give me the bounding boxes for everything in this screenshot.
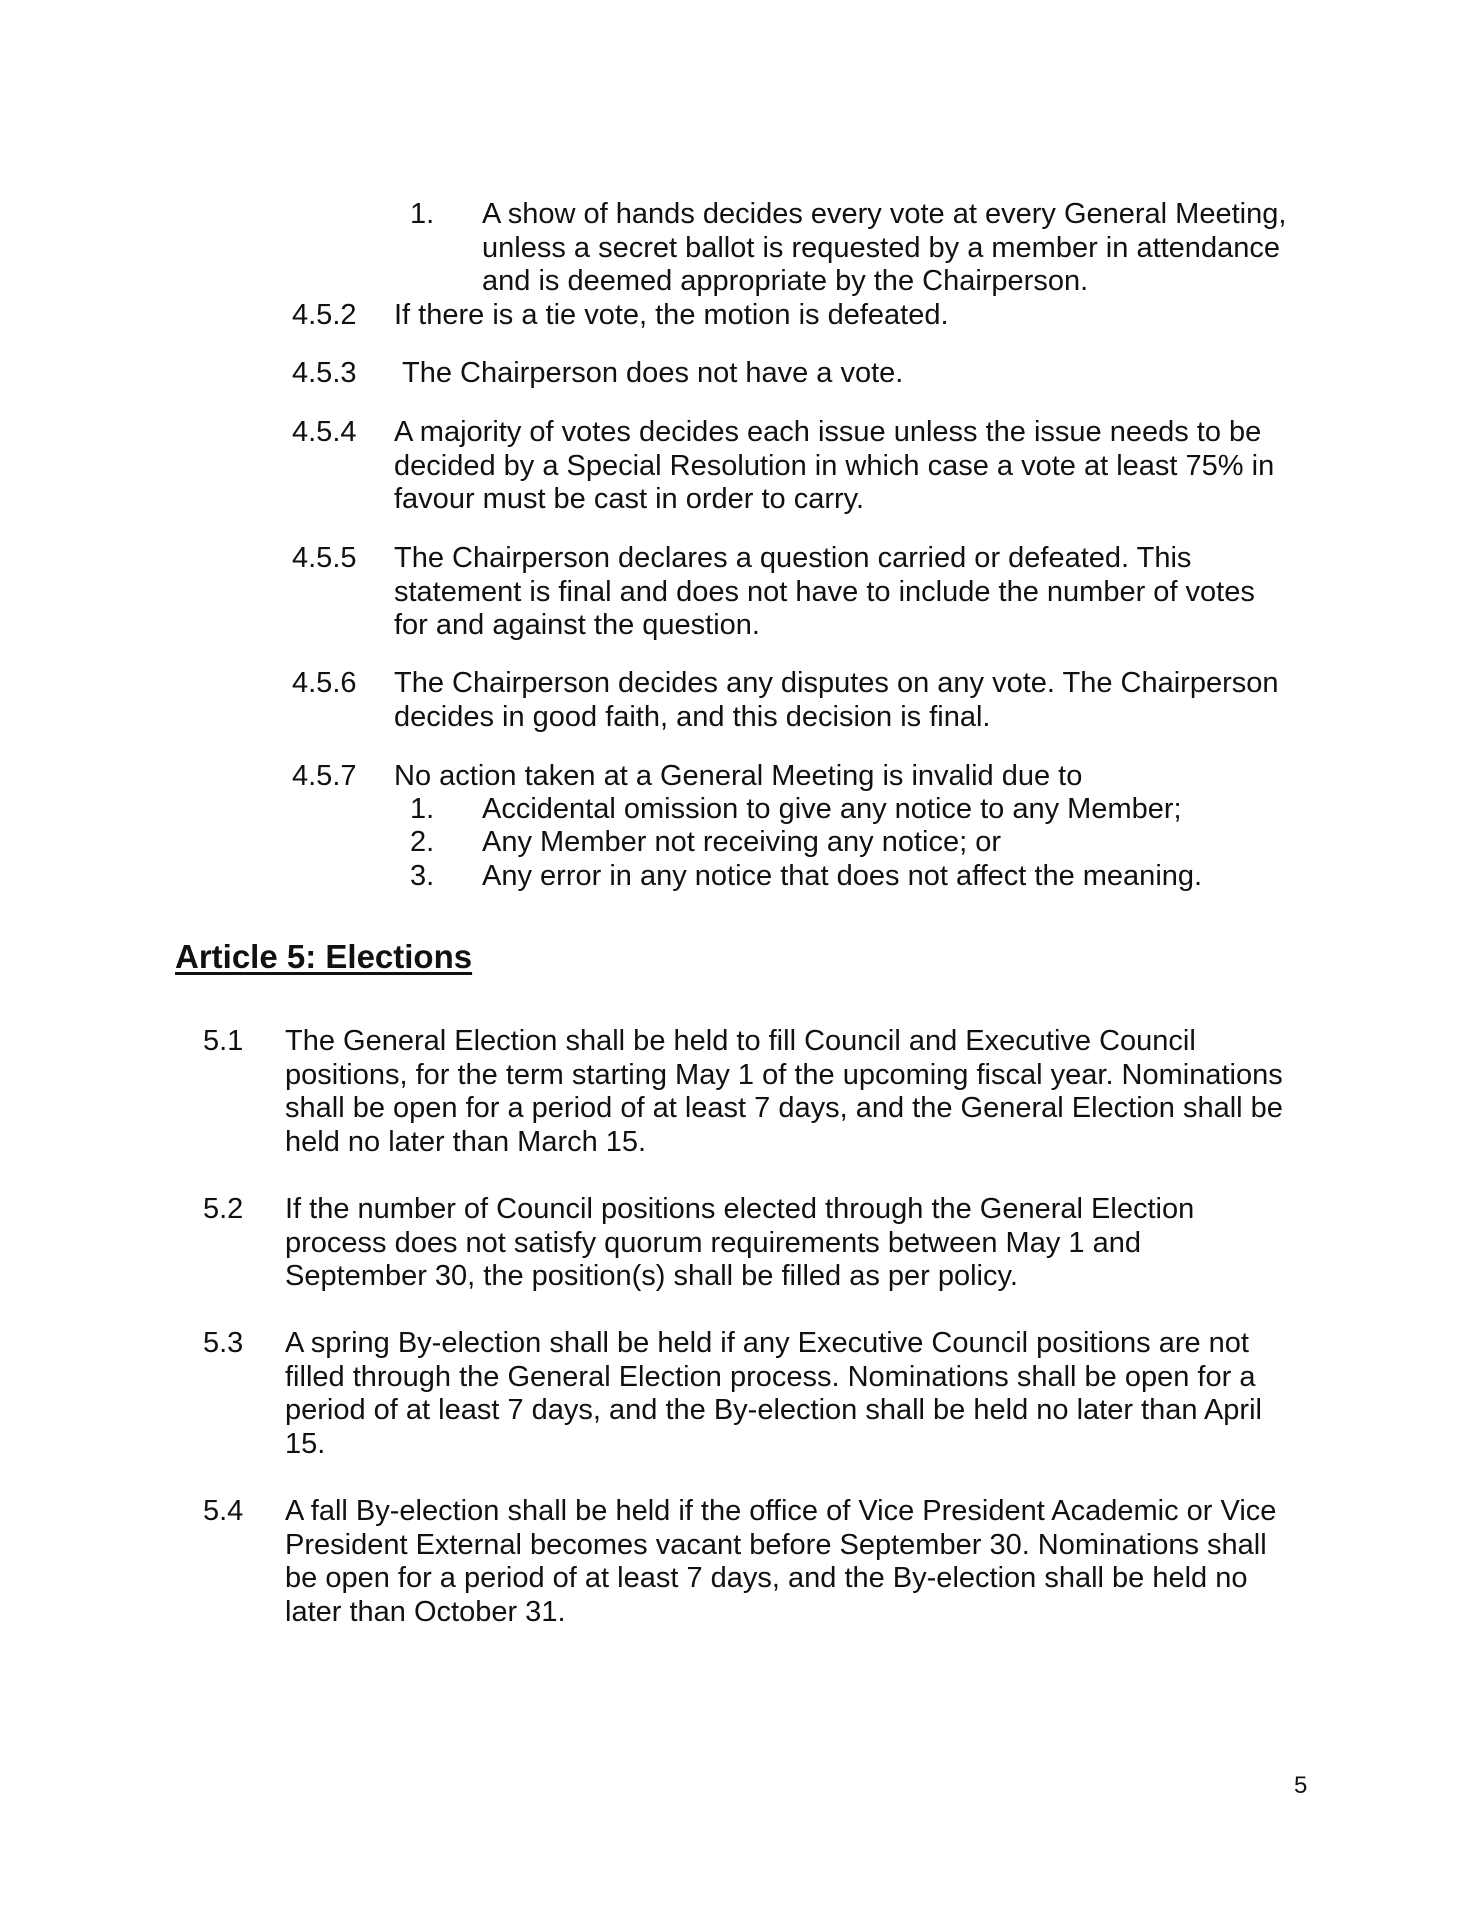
clause-number: 4.5.2 [292,299,357,331]
clause-number: 4.5.4 [292,416,357,448]
sub-item-text: Any error in any notice that does not affect the meaning. [482,860,1203,892]
sub-item-number: 3. [410,860,435,892]
clause-number: 5.3 [203,1327,244,1359]
sub-item-number: 1. [410,793,435,825]
clause-number: 4.5.7 [292,760,357,792]
clause-text: The General Election shall be held to fill Council and Executive Council positions, for the term starting May 1 of the upcoming fiscal year. Nominations shall be open for a period of at least 7 days, and the General Election shall be held no later than March 15. [285,1025,1283,1158]
sub-item-text: Accidental omission to give any notice to any Member; [482,793,1182,825]
clause-text: If the number of Council positions elected through the General Election process does not satisfy quorum requirements between May 1 and September 30, the position(s) shall be filled as per policy. [285,1193,1195,1292]
clause-text: If there is a tie vote, the motion is defeated. [394,299,949,331]
sub-item-text: A show of hands decides every vote at every General Meeting, unless a secret ballot is requested by a member in attendance and is deemed appropriate by the Chairperson. [482,198,1287,297]
sub-item-text: Any Member not receiving any notice; or [482,826,1002,858]
clause-text: The Chairperson declares a question carried or defeated. This statement is final and does not have to include the number of votes for and against the question. [394,542,1255,641]
clause-number: 5.1 [203,1025,244,1057]
article-heading: Article 5: Elections [175,938,473,975]
clause-text: The Chairperson does not have a vote. [402,357,904,389]
clause-text: The Chairperson decides any disputes on any vote. The Chairperson decides in good faith, and this decision is final. [394,667,1279,733]
clause-text: No action taken at a General Meeting is invalid due to [394,760,1083,792]
page-number: 5 [1294,1772,1308,1799]
clause-text: A spring By-election shall be held if any Executive Council positions are not filled through the General Election process. Nominations shall be open for a period of at least 7 days, and the By-election shall be held no later than April 15. [285,1327,1262,1460]
clause-number: 5.4 [203,1495,244,1527]
clause-number: 4.5.6 [292,667,357,699]
clause-text: A majority of votes decides each issue unless the issue needs to be decided by a Special Resolution in which case a vote at least 75% in favour must be cast in order to carry. [394,416,1275,515]
clause-number: 4.5.3 [292,357,357,389]
sub-item-number: 1. [410,198,435,230]
clause-number: 5.2 [203,1193,244,1225]
clause-number: 4.5.5 [292,542,357,574]
sub-item-number: 2. [410,826,435,858]
clause-text: A fall By-election shall be held if the office of Vice President Academic or Vice President External becomes vacant before September 30. Nominations shall be open for a period of at least 7 days, and the By-election shall be held no later than October 31. [285,1495,1277,1628]
